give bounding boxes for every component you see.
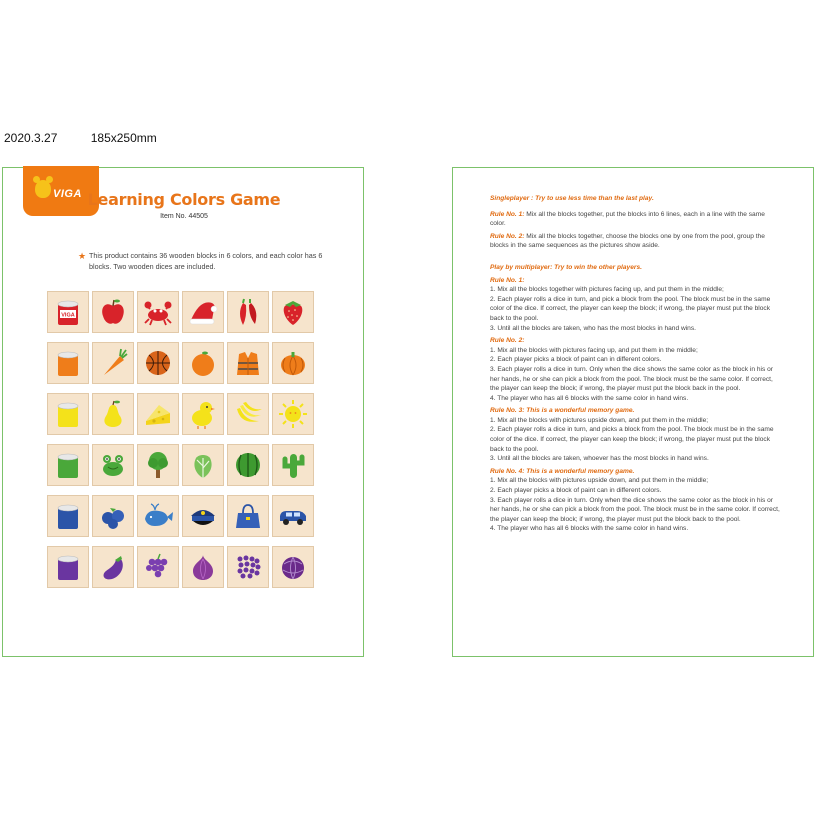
right-page <box>452 167 814 657</box>
item-number: Item No. 44505 <box>160 213 208 220</box>
logo-text: VIGA <box>53 188 82 200</box>
tile-orange <box>182 342 224 384</box>
life-vest-icon <box>231 346 265 380</box>
rule-line: 3. Each player rolls a dice in turn. Only when the dice shows the same color as the block in his or her hands, he or she can pick a block from the pool. The block must be in the same color. If correct, the player can keep the block; if wrong, the player must put the block back to the pool. <box>490 496 780 523</box>
multi-rule-1-list <box>490 285 782 333</box>
tile-frog <box>92 444 134 486</box>
car-icon <box>276 499 310 533</box>
tile-santa-hat <box>182 291 224 333</box>
tile-watermelon <box>227 444 269 486</box>
intro-body: This product contains 36 wooden blocks in 6 colors, and each color has 6 blocks. Two wooden dices are included. <box>89 251 323 271</box>
size-label: 185x250mm <box>90 131 157 145</box>
rules-text <box>490 194 782 534</box>
lavender-icon <box>231 550 265 584</box>
header-meta <box>4 131 187 145</box>
rule-line: 2. Each player picks a block of paint can in different colors. <box>490 356 662 364</box>
tile-red-paint-can <box>47 291 89 333</box>
handbag-icon <box>231 499 265 533</box>
cabbage-icon <box>186 448 220 482</box>
tile-eggplant <box>92 546 134 588</box>
rule-line: 3. Until all the blocks are taken, who has the most blocks in hand wins. <box>490 324 696 332</box>
blueberries-icon <box>96 499 130 533</box>
left-page <box>2 167 364 657</box>
tile-crab <box>137 291 179 333</box>
sun-icon <box>276 397 310 431</box>
green-paint-can-icon <box>51 448 85 482</box>
tile-chili-peppers <box>227 291 269 333</box>
pumpkin-icon <box>276 346 310 380</box>
tile-tree <box>137 444 179 486</box>
purple-paint-can-icon <box>51 550 85 584</box>
tile-apple <box>92 291 134 333</box>
rule-line: 1. Mix all the blocks with pictures facing up, and put them in the middle; <box>490 346 698 354</box>
tile-bananas <box>227 393 269 435</box>
tile-green-paint-can <box>47 444 89 486</box>
page-title: Learning Colors Game <box>87 190 281 209</box>
tile-cactus <box>272 444 314 486</box>
tile-strawberry <box>272 291 314 333</box>
tile-pumpkin <box>272 342 314 384</box>
tile-car <box>272 495 314 537</box>
single-rule-2: Rule No. 2: Mix all the blocks together, choose the blocks one by one from the pool, group the blocks in the same sequences as the pictures show aside. <box>490 232 765 250</box>
tile-handbag <box>227 495 269 537</box>
tree-icon <box>141 448 175 482</box>
tile-grapes <box>137 546 179 588</box>
chick-icon <box>186 397 220 431</box>
rule-line: 2. Each player picks a block of paint can in different colors. <box>490 487 662 495</box>
red-paint-can-icon <box>51 295 85 329</box>
rule-line: 1. Mix all the blocks together with pictures facing up, and put them in the middle; <box>490 286 724 294</box>
tile-sun <box>272 393 314 435</box>
blue-paint-can-icon <box>51 499 85 533</box>
multi-rule-1-label: Rule No. 1: <box>490 276 525 284</box>
multi-rule-2-list <box>490 346 782 404</box>
tile-yellow-paint-can <box>47 393 89 435</box>
tile-life-vest <box>227 342 269 384</box>
carrot-icon <box>96 346 130 380</box>
rule-line: 3. Until all the blocks are taken, whoever has the most blocks in hand wins. <box>490 455 709 463</box>
rule-line: 1. Mix all the blocks with pictures upside down, and put them in the middle; <box>490 477 709 485</box>
bananas-icon <box>231 397 265 431</box>
purple-cabbage-icon <box>276 550 310 584</box>
watermelon-icon <box>231 448 265 482</box>
tile-cheese <box>137 393 179 435</box>
frog-icon <box>96 448 130 482</box>
tile-cabbage <box>182 444 224 486</box>
rule-line: 2. Each player rolls a dice in turn, and pick a block from the pool. The block must be in the same color of the dice. If correct, the player can keep the block; if wrong, the player must put the block back to the pool. <box>490 295 771 322</box>
star-icon: ★ <box>78 251 87 261</box>
onion-icon <box>186 550 220 584</box>
grapes-icon <box>141 550 175 584</box>
rule-line: 4. The player who has all 6 blocks with the same color in hand wins. <box>490 525 689 533</box>
tile-lavender <box>227 546 269 588</box>
multi-rule-4-label: Rule No. 4: This is a wonderful memory game. <box>490 467 635 475</box>
tile-grid <box>47 291 314 588</box>
tile-purple-cabbage <box>272 546 314 588</box>
whale-icon <box>141 499 175 533</box>
tile-basketball <box>137 342 179 384</box>
multi-rule-3-list <box>490 416 782 464</box>
chili-peppers-icon <box>231 295 265 329</box>
singleplayer-heading: Singleplayer : Try to use less time than the last play. <box>490 195 654 202</box>
apple-icon <box>96 295 130 329</box>
rule-line: 3. Each player rolls a dice in turn. Only when the dice shows the same color as the block in his or her hands, he or she can pick a block from the pool. The block must be the same color. If correct, the player can keep the block; if wrong, the player must put the block back in the pool. <box>490 365 773 393</box>
tile-carrot <box>92 342 134 384</box>
tile-onion <box>182 546 224 588</box>
santa-hat-icon <box>186 295 220 329</box>
cheese-icon <box>141 397 175 431</box>
tile-chick <box>182 393 224 435</box>
multi-rule-2-label: Rule No. 2: <box>490 337 525 345</box>
orange-icon <box>186 346 220 380</box>
multi-rule-4-list <box>490 476 782 534</box>
rule-line: 4. The player who has all 6 blocks with the same color in hand wins. <box>490 394 689 402</box>
orange-paint-can-icon <box>51 346 85 380</box>
rule-line: 2. Each player rolls a dice in turn, and picks a block from the pool. The block must be in the same color of the dice. If correct, the player can keep the block; if wrong, the player must put the block back to the pool. <box>490 426 774 453</box>
police-cap-icon <box>186 499 220 533</box>
single-rule-1: Rule No. 1: Mix all the blocks together, put the blocks into 6 lines, each in a line with the same color. <box>490 210 765 228</box>
date-label: 2020.3.27 <box>4 131 58 145</box>
strawberry-icon <box>276 295 310 329</box>
tile-orange-paint-can <box>47 342 89 384</box>
tile-police-cap <box>182 495 224 537</box>
tile-purple-paint-can <box>47 546 89 588</box>
yellow-paint-can-icon <box>51 397 85 431</box>
multi-rule-3-label: Rule No. 3: This is a wonderful memory game. <box>490 407 635 415</box>
tile-blueberries <box>92 495 134 537</box>
crab-icon <box>141 295 175 329</box>
multiplayer-heading: Play by multiplayer: Try to win the other players. <box>490 263 642 271</box>
cactus-icon <box>276 448 310 482</box>
pear-icon <box>96 397 130 431</box>
tile-whale <box>137 495 179 537</box>
tile-blue-paint-can <box>47 495 89 537</box>
intro-text <box>78 251 329 272</box>
svg-text:VIGA: VIGA <box>61 312 75 319</box>
basketball-icon <box>141 346 175 380</box>
eggplant-icon <box>96 550 130 584</box>
rule-line: 1. Mix all the blocks with pictures upside down, and put them in the middle; <box>490 416 709 424</box>
tile-pear <box>92 393 134 435</box>
